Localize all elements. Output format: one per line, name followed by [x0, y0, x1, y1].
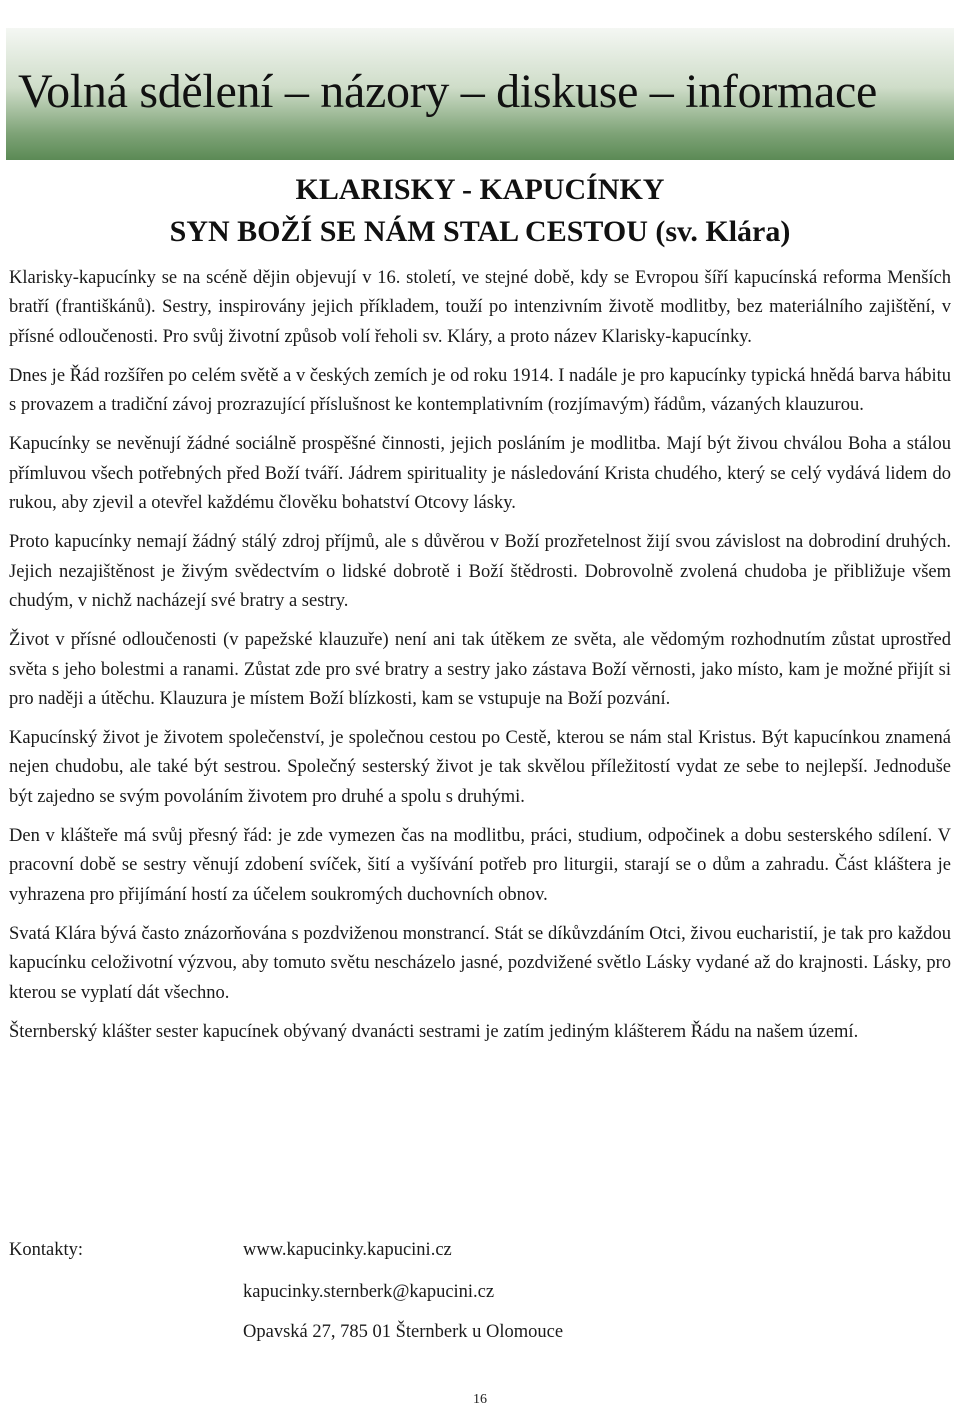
article-title: KLARISKY - KAPUCÍNKY [295, 173, 665, 206]
paragraph: Kapucínky se nevěnují žádné sociálně prospěšné činnosti, jejich posláním je modlitba. Mají být živou chválou Boha a stálou přímluvou všech potřebných před Boží tváří. Jádrem spirituality je následování Krista chudého, který se celý vydává lidem do rukou, aby zjevil a otevřel každému člověku bohatství Otcovy lásky. [9, 434, 951, 514]
section-title: Volná sdělení – názory – diskuse – informace [18, 65, 878, 118]
email-link[interactable]: kapucinky.sternberk@kapucini.cz [243, 1282, 495, 1302]
section-banner [6, 28, 954, 160]
paragraph: Proto kapucínky nemají žádný stálý zdroj příjmů, ale s důvěrou v Boží prozřetelnost žijí svou závislost na dobrodiní druhých. Jejich nezajištěnost je živým svědectvím o lidské dobrotě i Boží štědrosti. Dobrovolně zvolená chudoba je přibližuje všem chudým, v nichž nacházejí své bratry a sestry. [9, 532, 951, 611]
page-number: 16 [473, 1392, 487, 1407]
paragraph: Svatá Klára bývá často znázorňována s pozdviženou monstrancí. Stát se díkůvzdáním Otci, živou eucharistií, je tak pro každou kapucínku celoživotní výzvou, aby tomuto světu nescházelo jasné, pozdvižené světlo Lásky vydané až do krajnosti. Lásky, pro kterou se vyplatí dát všechno. [9, 923, 951, 1003]
paragraph: Dnes je Řád rozšířen po celém světě a v českých zemích je od roku 1914. I nadále je pro kapucínky typická hnědá barva hábitu s provazem a tradiční závoj prozrazující příslušnost ke kontemplativním (rozjímavým) řádům, vázaných klauzurou. [9, 365, 951, 416]
paragraph: Den v klášteře má svůj přesný řád: je zde vymezen čas na modlitbu, práci, studium, odpočinek a dobu sesterského sdílení. V pracovní době se sestry věnují zdobení svíček, šití a vyšívání potřeb pro liturgii, starají se o dům a zahradu. Část kláštera je vyhrazena pro přijímání hostí za účelem soukromých duchovních obnov. [9, 826, 951, 905]
contacts-label: Kontakty: [9, 1240, 83, 1260]
postal-address: Opavská 27, 785 01 Šternberk u Olomouce [243, 1322, 564, 1342]
paragraph: Klarisky-kapucínky se na scéně dějin objevují v 16. století, ve stejné době, kdy se Evropou šíří kapucínská reforma Menších bratří (františkánů). Sestry, inspirovány jejich příkladem, touží po intenzivním životě modlitby, bez materiálního zajištění, v přísné odloučenosti. Pro svůj životní způsob volí řeholi sv. Kláry, a proto název Klarisky-kapucínky. [9, 268, 951, 347]
paragraph: Život v přísné odloučenosti (v papežské klauzuře) není ani tak útěkem ze světa, ale vědomým rozhodnutím zůstat uprostřed světa s jeho bolestmi a ranami. Zůstat zde pro své bratry a sestry jako zástava Boží věrnosti, jako místo, kam je možné přijít si pro naději a útěchu. Klauzura je místem Boží blízkosti, kam se vstupuje na Boží pozvání. [9, 630, 951, 709]
website-link[interactable]: www.kapucinky.kapucini.cz [243, 1240, 452, 1260]
article-subtitle: SYN BOŽÍ SE NÁM STAL CESTOU (sv. Klára) [169, 215, 791, 248]
paragraph: Kapucínský život je životem společenství, je společnou cestou po Cestě, kterou se nám stal Kristus. Být kapucínkou znamená nejen chudobu, ale také být sestrou. Společný sesterský život je tak skvělou příležitostí vydat ze sebe to nejlepší. Jednoduše být zajedno se svým povoláním životem pro druhé a spolu s druhými. [9, 728, 951, 807]
article-body [9, 264, 951, 1057]
paragraph: Šternberský klášter sester kapucínek obývaný dvanácti sestrami je zatím jediným klášterem Řádu na našem území. [9, 1021, 859, 1042]
